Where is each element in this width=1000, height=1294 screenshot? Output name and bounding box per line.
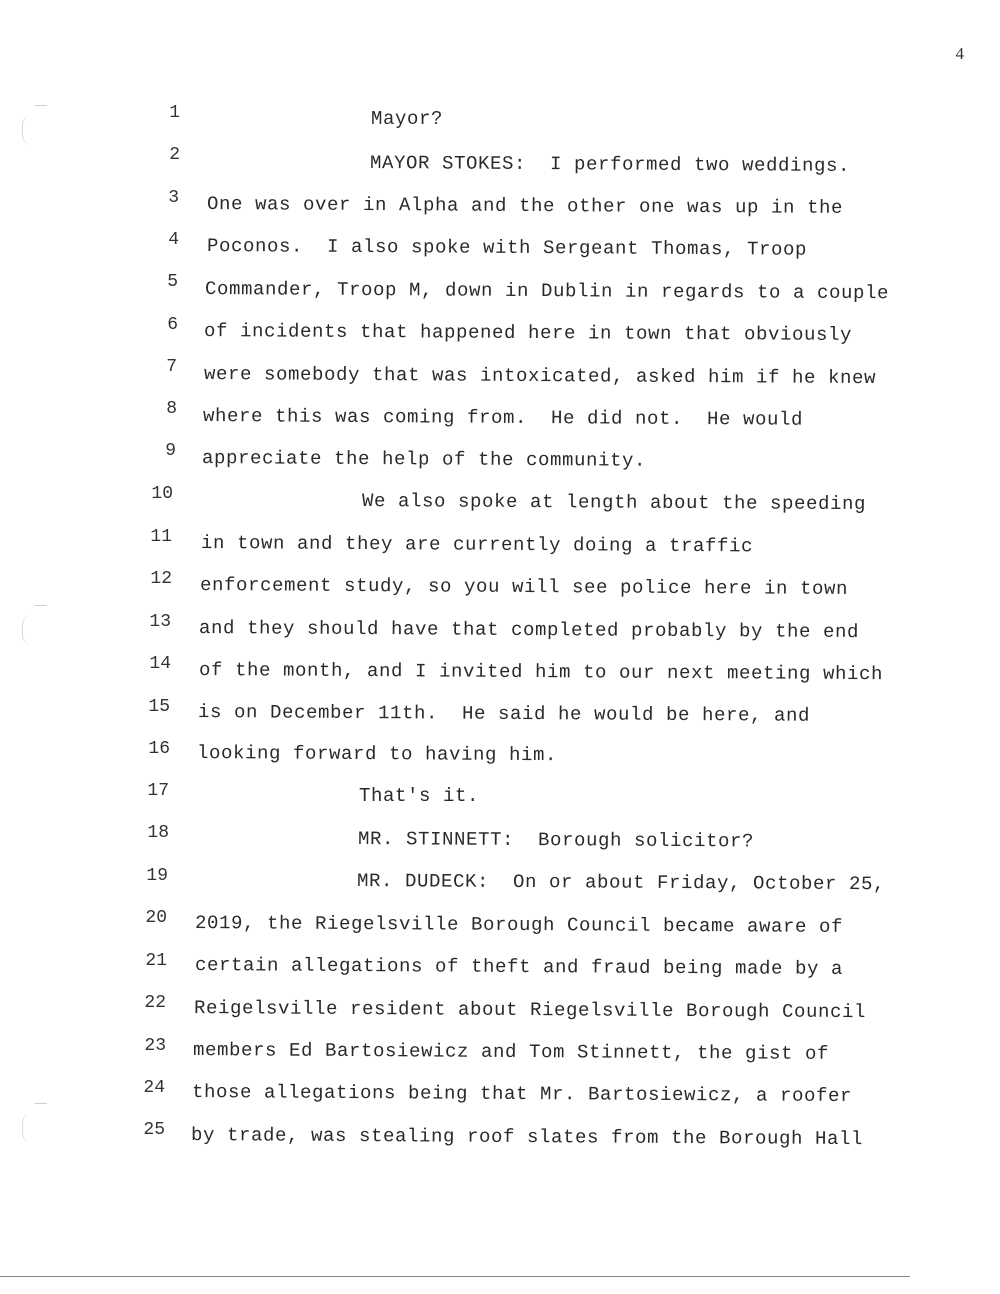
- transcript-line: certain allegations of theft and fraud being made by a: [194, 954, 844, 980]
- line-number: 17: [147, 781, 169, 801]
- transcript-line: is on December 11th. He said he would be here, and: [197, 701, 811, 727]
- transcript-line: and they should have that completed probably by the end: [198, 617, 860, 644]
- line-number: 7: [166, 357, 177, 377]
- transcript-line: MR. DUDECK: On or about Friday, October 25,: [356, 870, 886, 896]
- line-number: 3: [168, 188, 179, 208]
- line-number: 16: [148, 739, 170, 759]
- transcript-line: That's it.: [359, 785, 480, 807]
- transcript-line: where this was coming from. He did not. He would: [202, 405, 804, 431]
- line-number: 25: [143, 1120, 165, 1140]
- transcript-line: appreciate the help of the community.: [201, 447, 647, 472]
- line-number: 22: [144, 993, 166, 1013]
- line-number: 24: [143, 1078, 165, 1098]
- transcript-line: by trade, was stealing roof slates from the Borough Hall: [190, 1124, 864, 1151]
- line-number: 11: [150, 527, 172, 547]
- transcript-line: Commander, Troop M, down in Dublin in regards to a couple: [204, 278, 890, 305]
- transcript-line: 2019, the Riegelsville Borough Council became aware of: [194, 912, 844, 938]
- transcript-line: MR. STINNETT: Borough solicitor?: [357, 828, 755, 853]
- transcript-line: Mayor?: [371, 108, 444, 130]
- line-number: 23: [144, 1036, 166, 1056]
- transcript-line: One was over in Alpha and the other one was up in the: [206, 193, 844, 219]
- transcript-line: those allegations being that Mr. Bartosiewicz, a roofer: [191, 1081, 853, 1108]
- line-number: 15: [148, 697, 170, 717]
- transcript-line: were somebody that was intoxicated, asked him if he knew: [203, 363, 877, 390]
- line-number: 5: [167, 272, 178, 292]
- line-number: 9: [165, 441, 176, 461]
- line-number: 4: [168, 230, 179, 250]
- line-number: 20: [145, 908, 167, 928]
- line-number: 14: [149, 654, 171, 674]
- transcript-line: members Ed Bartosiewicz and Tom Stinnett, the gist of: [192, 1039, 830, 1065]
- line-number: 2: [169, 145, 180, 165]
- transcript-line: of incidents that happened here in town that obviously: [203, 320, 853, 346]
- line-number: 6: [167, 315, 178, 335]
- line-number: 12: [150, 569, 172, 589]
- line-number: 8: [166, 399, 177, 419]
- line-number: 10: [151, 484, 173, 504]
- page-number: 4: [955, 44, 964, 63]
- line-number: 19: [146, 866, 168, 886]
- transcript-line: of the month, and I invited him to our next meeting which: [198, 659, 884, 686]
- line-number: 1: [169, 103, 180, 123]
- transcript-line: Poconos. I also spoke with Sergeant Thomas, Troop: [206, 235, 808, 261]
- line-number: 21: [145, 951, 167, 971]
- transcript-line: Reigelsville resident about Riegelsville Borough Council: [193, 997, 867, 1024]
- line-number: 18: [147, 823, 169, 843]
- transcript-line: looking forward to having him.: [196, 742, 558, 767]
- footer-rule: [0, 1276, 910, 1277]
- line-number: 13: [149, 612, 171, 632]
- transcript-line: We also spoke at length about the speeding: [361, 490, 867, 516]
- transcript-line: MAYOR STOKES: I performed two weddings.: [369, 152, 851, 177]
- transcript-line: enforcement study, so you will see police here in town: [199, 574, 849, 600]
- transcript-line: in town and they are currently doing a traffic: [200, 532, 754, 558]
